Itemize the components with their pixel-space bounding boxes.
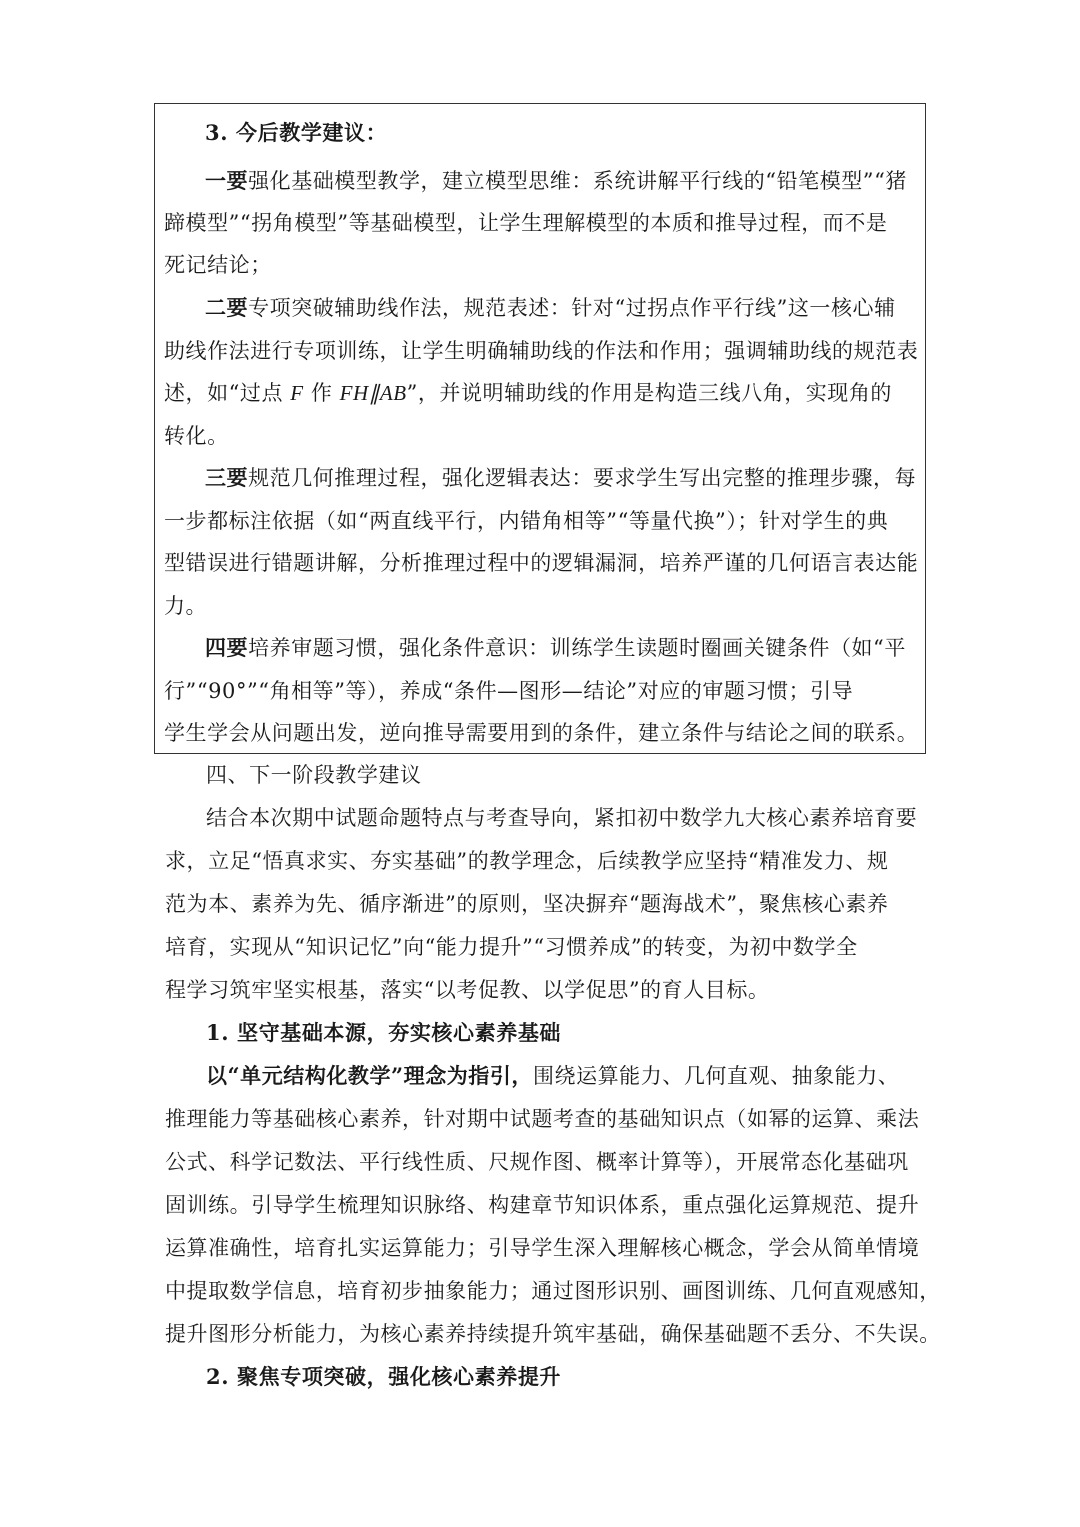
math-point-f: F <box>290 381 304 405</box>
p1-lead: 一要 <box>205 168 249 193</box>
sub1-line4: 固训练。引导学生梳理知识脉络、构建章节知识体系，重点强化运算规范、提升 <box>165 1193 920 1217</box>
p2-line1-text: 专项突破辅助线作法，规范表述：针对“过拐点作平行线”这一核心辅 <box>248 296 896 320</box>
box-heading: 3. 今后教学建议： <box>205 120 388 145</box>
p3-line4: 力。 <box>164 594 208 618</box>
p2-line3-c: ”，并说明辅助线的作用是构造三线八角，实现角的 <box>406 381 892 405</box>
p1-line1-text: 强化基础模型教学，建立模型思维：系统讲解平行线的“铅笔模型”“猪 <box>248 169 907 193</box>
sub1-line7: 提升图形分析能力，为核心素养持续提升筑牢基础，确保基础题不丢分、不失误。 <box>165 1322 941 1346</box>
intro-line2: 求，立足“悟真求实、夯实基础”的教学理念，后续教学应坚持“精准发力、规 <box>165 849 889 873</box>
p2-line3-a: 述，如“过点 <box>164 381 291 405</box>
p3-lead: 三要 <box>205 465 249 490</box>
p2-line4: 转化。 <box>164 424 229 448</box>
sub2-title: 2. 聚焦专项突破，强化核心素养提升 <box>206 1364 562 1389</box>
intro-line5: 程学习筑牢坚实根基，落实“以考促教、以学促思”的育人目标。 <box>165 978 770 1002</box>
p3-line1 <box>205 463 916 493</box>
p2-line1 <box>205 293 896 323</box>
p2-line2: 助线作法进行专项训练，让学生明确辅助线的作法和作用；强调辅助线的规范表 <box>164 339 919 363</box>
p2-lead: 二要 <box>205 295 249 320</box>
p1-line2: 蹄模型”“拐角模型”等基础模型，让学生理解模型的本质和推导过程，而不是 <box>164 211 888 235</box>
p2-line3 <box>164 378 892 408</box>
p4-lead: 四要 <box>205 635 249 660</box>
sub1-line2: 推理能力等基础核心素养，针对期中试题考查的基础知识点（如幂的运算、乘法 <box>165 1107 920 1131</box>
p4-line1-text: 培养审题习惯，强化条件意识：训练学生读题时圈画关键条件（如“平 <box>248 636 906 660</box>
p4-line2: 行”“90°”“角相等”等），养成“条件—图形—结论”对应的审题习惯；引导 <box>164 679 854 703</box>
intro-line3: 范为本、素养为先、循序渐进”的原则，坚决摒弃“题海战术”，聚焦核心素养 <box>165 892 889 916</box>
p3-line2: 一步都标注依据（如“两直线平行，内错角相等”“等量代换”）；针对学生的典 <box>164 509 889 533</box>
sub1-line1-text: 围绕运算能力、几何直观、抽象能力、 <box>532 1064 900 1088</box>
p4-line3: 学生学会从问题出发，逆向推导需要用到的条件，建立条件与结论之间的联系。 <box>164 721 919 745</box>
p1-line3: 死记结论； <box>164 253 272 277</box>
section4-title: 四、下一阶段教学建议 <box>206 763 422 787</box>
intro-line4: 培育，实现从“知识记忆”向“能力提升”“习惯养成”的转变，为初中数学全 <box>165 935 858 959</box>
sub1-line5: 运算准确性，培育扎实运算能力；引导学生深入理解核心概念，学会从简单情境 <box>165 1236 920 1260</box>
p3-line3: 型错误进行错题讲解，分析推理过程中的逻辑漏洞，培养严谨的几何语言表达能 <box>164 551 919 575</box>
p3-line1-text: 规范几何推理过程，强化逻辑表达：要求学生写出完整的推理步骤，每 <box>248 466 917 490</box>
math-fh-parallel-ab: FH∥AB <box>339 381 407 405</box>
sub1-line6: 中提取数学信息，培育初步抽象能力；通过图形识别、画图训练、几何直观感知， <box>165 1279 941 1303</box>
intro-line1: 结合本次期中试题命题特点与考查导向，紧扣初中数学九大核心素养培育要 <box>206 806 918 830</box>
p1-line1 <box>205 166 916 196</box>
sub1-line1 <box>206 1061 899 1091</box>
p2-line3-b: 作 <box>303 381 340 405</box>
sub1-line3: 公式、科学记数法、平行线性质、尺规作图、概率计算等），开展常态化基础巩 <box>165 1150 909 1174</box>
p4-line1 <box>205 633 906 663</box>
sub1-title: 1. 坚守基础本源，夯实核心素养基础 <box>206 1020 562 1045</box>
sub1-lead: 以“单元结构化教学”理念为指引， <box>206 1063 533 1088</box>
